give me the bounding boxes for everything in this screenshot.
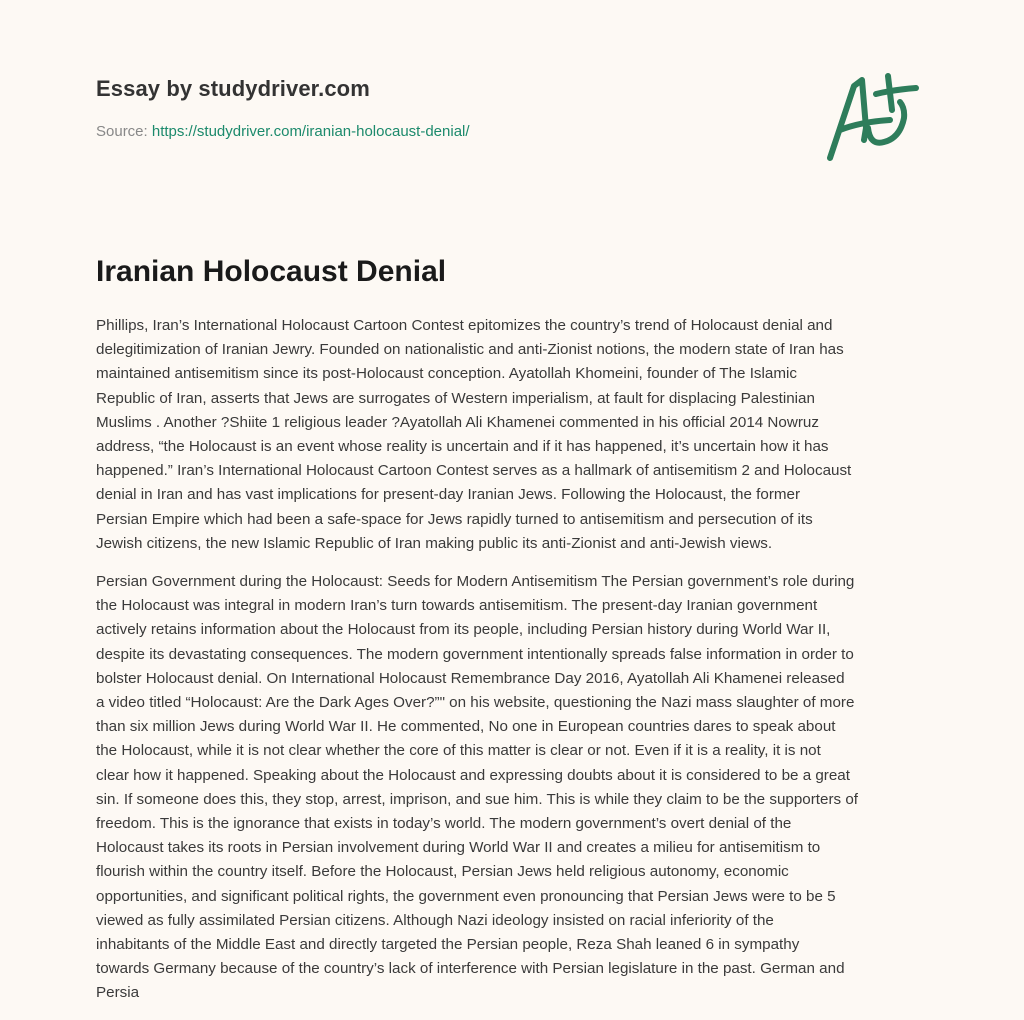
- text-line: bolster Holocaust denial. On International Holocaust Remembrance Day 2016, Ayatollah Ali Khamenei released: [96, 669, 845, 687]
- text-line: towards Germany because of the country’s lack of interference with Persian legislature in the past. German and: [96, 960, 845, 978]
- text-line: clear how it happened. Speaking about the Holocaust and expressing doubts about it is considered to be a great: [96, 766, 850, 784]
- site-attribution-title: Essay by studydriver.com: [96, 76, 370, 101]
- text-line: than six million Jews during World War II. He commented, No one in European countries dares to speak about: [96, 718, 836, 736]
- text-line: viewed as fully assimilated Persian citizens. Although Nazi ideology insisted on racial inferiority of the: [96, 911, 774, 929]
- text-line: Muslims . Another ?Shiite 1 religious leader ?Ayatollah Ali Khamenei commented in his official 2014 Nowruz: [96, 413, 819, 431]
- text-line: opportunities, and significant political rights, the government even pronouncing that Persian Jews were to be 5: [96, 887, 836, 905]
- source-label: Source:: [96, 123, 148, 140]
- text-line: Jewish citizens, the new Islamic Republic of Iran making public its anti-Zionist and anti-Jewish views.: [96, 534, 773, 552]
- text-line: the Holocaust, while it is not clear whether the core of this matter is clear or not. Even if it is a reality, it is not: [96, 742, 821, 760]
- article-body: [96, 314, 946, 1020]
- text-line: Persian Government during the Holocaust: Seeds for Modern Antisemitism The Persian government’s role during: [96, 573, 855, 591]
- text-line: Persian Empire which had been a safe-space for Jews rapidly turned to antisemitism and persecution of its: [96, 510, 813, 528]
- text-line: happened.” Iran’s International Holocaust Cartoon Contest serves as a hallmark of antisemitism 2 and Holocaust: [96, 462, 852, 480]
- text-line: freedom. This is the ignorance that exists in today’s world. The modern government’s overt denial of the: [96, 815, 792, 833]
- page-title: Iranian Holocaust Denial: [96, 255, 447, 288]
- text-line: inhabitants of the Middle East and directly targeted the Persian people, Reza Shah leaned 6 in sympathy: [96, 936, 800, 954]
- text-line: the Holocaust was integral in modern Iran’s turn towards antisemitism. The present-day Iranian government: [96, 597, 818, 615]
- text-line: Persia: [96, 984, 140, 1002]
- text-line: Holocaust takes its roots in Persian involvement during World War II and creates a milieu for antisemitism to: [96, 839, 821, 857]
- text-line: maintained antisemitism since its post-Holocaust conception. Ayatollah Khomeini, founder of The Islamic: [96, 365, 797, 383]
- paragraph-2: [96, 570, 946, 1006]
- text-line: despite its devastating consequences. The modern government intentionally spreads false information in order to: [96, 645, 854, 663]
- a-plus-grade-icon: [820, 68, 930, 168]
- source-link[interactable]: https://studydriver.com/iranian-holocaust-denial/: [151, 123, 470, 140]
- text-line: Phillips, Iran’s International Holocaust Cartoon Contest epitomizes the country’s trend of Holocaust denial and: [96, 317, 833, 334]
- source-line: [96, 123, 470, 140]
- text-line: delegitimization of Iranian Jewry. Founded on nationalistic and anti-Zionist notions, the modern state of Iran has: [96, 341, 844, 359]
- text-line: actively retains information about the Holocaust from its people, including Persian history during World War II,: [96, 621, 831, 639]
- text-line: address, “the Holocaust is an event whose reality is uncertain and if it has happened, it’s uncertain how it has: [96, 438, 829, 456]
- text-line: sin. If someone does this, they stop, arrest, imprison, and sue him. This is while they claim to be the supporters of: [96, 790, 858, 808]
- text-line: a video titled “Holocaust: Are the Dark Ages Over?”" on his website, questioning the Nazi mass slaughter of more: [96, 694, 855, 712]
- text-line: Republic of Iran, asserts that Jews are surrogates of Western imperialism, at fault for displacing Palestinian: [96, 389, 815, 407]
- text-line: denial in Iran and has vast implications for present-day Iranian Jews. Following the Holocaust, the former: [96, 486, 801, 504]
- text-line: flourish within the country itself. Before the Holocaust, Persian Jews held religious autonomy, economic: [96, 863, 789, 881]
- paragraph-1: [96, 314, 946, 556]
